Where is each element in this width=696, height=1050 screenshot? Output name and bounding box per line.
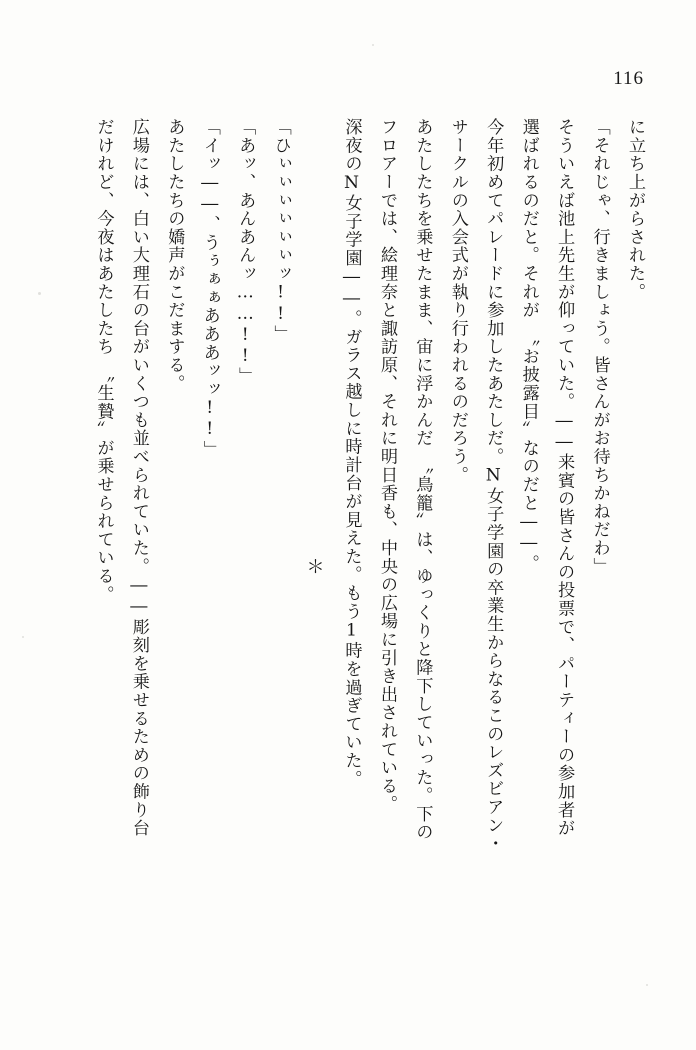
scan-speck: [646, 984, 648, 986]
scan-speck: [38, 292, 41, 295]
text-line: だけれど、今夜はあたしたち 〝生贄〟が乗せられている。: [93, 118, 114, 604]
text-line: 広場には、白い大理石の台がいくつも並べられていた。――彫刻を乗せるための飾り台: [128, 118, 149, 838]
text-line: 「あッ、あんあんッ……!!」: [235, 118, 256, 386]
text-line: 今年初めてパレードに参加したあたしだ。N女子学園の卒業生からなるこのレズビアン・: [483, 118, 504, 853]
page-text-body: [44, 118, 652, 1018]
text-line: あたしたちを乗せたまま、宙に浮かんだ 〝鳥籠〟は、ゆっくりと降下していった。下の: [412, 118, 433, 842]
asterisk-icon: ＊: [306, 557, 326, 578]
text-line: そういえば池上先生が仰っていた。――来賓の皆さんの投票で、パーティーの参加者が: [554, 118, 575, 838]
text-line: あたしたちの嬌声がこだまする。: [164, 118, 185, 393]
text-line: 「ひぃぃぃぃぃぃッ!!」: [270, 118, 291, 344]
text-line: サークルの入会式が執り行われるのだろう。: [447, 118, 468, 484]
text-line: フロアーでは、絵理奈と諏訪原、それに明日香も、中央の広場に引き出されている。: [376, 118, 397, 814]
scan-speck: [22, 636, 24, 638]
text-line: に立ち上がらされた。: [625, 118, 645, 301]
page-number: 116: [613, 68, 644, 89]
text-line: 深夜のN女子学園――。ガラス越しに時計台が見えた。もう1時を過ぎていた。: [341, 118, 362, 788]
text-line: 「それじゃ、行きましょう。皆さんがお待ちかねだわ」: [589, 118, 610, 576]
scan-speck: [372, 44, 374, 46]
text-line: 選ばれるのだと。それが 〝お披露目〟なのだと――。: [518, 118, 539, 573]
text-line: 「イッ――、うぅぁぁあああッッ!!」: [199, 118, 220, 459]
scene-separator: [298, 118, 333, 1018]
